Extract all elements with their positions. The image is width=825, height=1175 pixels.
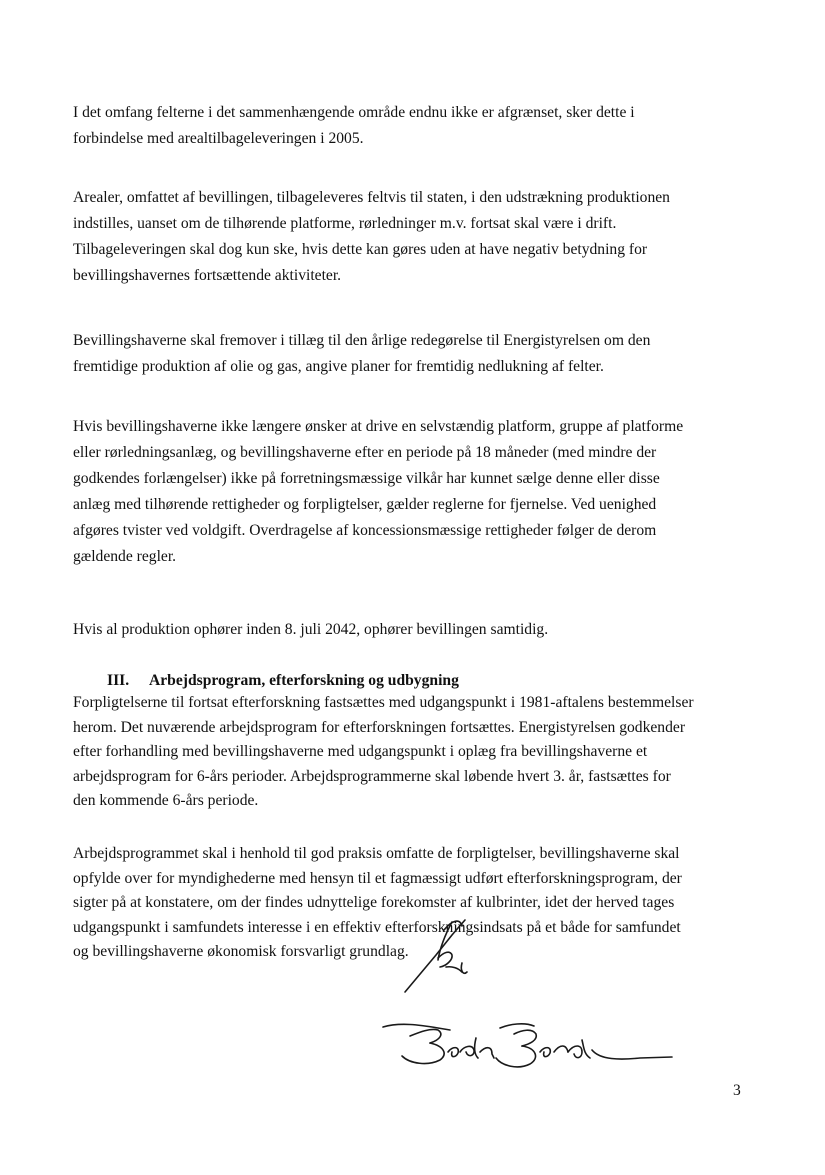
text-line: bevillingshavernes fortsættende aktiviteter. [73,267,342,284]
text-line: Hvis bevillingshaverne ikke længere ønsker at drive en selvstændig platform, gruppe af platforme [73,418,684,435]
text-line: anlæg med tilhørende rettigheder og forpligtelser, gælder reglerne for fjernelse. Ved uenighed [73,496,657,513]
text-line: Tilbageleveringen skal dog kun ske, hvis dette kan gøres uden at have negativ betydning for [73,241,648,258]
text-line: Hvis al produktion ophører inden 8. juli 2042, ophører bevillingen samtidig. [73,621,549,638]
text-line: sigter på at konstatere, om der findes udnyttelige forekomster af kulbrinter, idet der herved tages [73,894,675,911]
section-number: III. [107,672,130,689]
page-number: 3 [733,1082,741,1099]
text-line: og bevillingshaverne økonomisk forsvarligt grundlag. [73,943,409,960]
text-line: godkendes forlængelser) ikke på forretningsmæssige vilkår har kunnet sælge denne eller disse [73,470,660,487]
text-line: Arbejdsprogrammet skal i henhold til god praksis omfatte de forpligtelser, bevillingshaverne skal [73,845,680,862]
text-line: opfylde over for myndighederne med hensyn til et fagmæssigt udført efterforskningsprogram, der [73,869,682,887]
text-line: den kommende 6-års periode. [73,792,259,809]
text-line: efter forhandling med bevillingshaverne med udgangspunkt i oplæg fra bevillingshaverne et [73,743,648,760]
text-line: herom. Det nuværende arbejdsprogram for efterforskningen fortsættes. Energistyrelsen godkender [73,718,686,736]
text-line: arbejdsprogram for 6-års perioder. Arbejdsprogrammerne skal løbende hvert 3. år, fastsættes for [73,767,671,785]
text-line: fremtidige produktion af olie og gas, angive planer for fremtidig nedlukning af felter. [73,358,604,375]
text-line: eller rørledningsanlæg, og bevillingshaverne efter en periode på 18 måneder (med mindre der [73,444,657,461]
section-title: Arbejdsprogram, efterforskning og udbygning [149,672,459,689]
text-line: udgangspunkt i samfundets interesse i en effektiv efterforskningsindsats på et både for samfundet [73,918,681,936]
text-line: Arealer, omfattet af bevillingen, tilbageleveres feltvis til staten, i den udstrækning produktionen [73,189,670,206]
signature [383,1024,672,1067]
text-line: afgøres tvister ved voldgift. Overdragelse af koncessionsmæssige rettigheder følger de derom [73,522,657,539]
text-line: Bevillingshaverne skal fremover i tillæg til den årlige redegørelse til Energistyrelsen om den [73,332,651,349]
text-line: Forpligtelserne til fortsat efterforskning fastsættes med udgangspunkt i 1981-aftalens bestemmelser [73,694,694,711]
text-line: gældende regler. [73,548,177,565]
text-line: I det omfang felterne i det sammenhængende område endnu ikke er afgrænset, sker dette i [73,104,635,121]
text-line: forbindelse med arealtilbageleveringen i 2005. [73,130,364,147]
initials-mark [405,920,467,992]
text-line: indstilles, uanset om de tilhørende platforme, rørledninger m.v. fortsat skal være i drift. [73,215,617,232]
